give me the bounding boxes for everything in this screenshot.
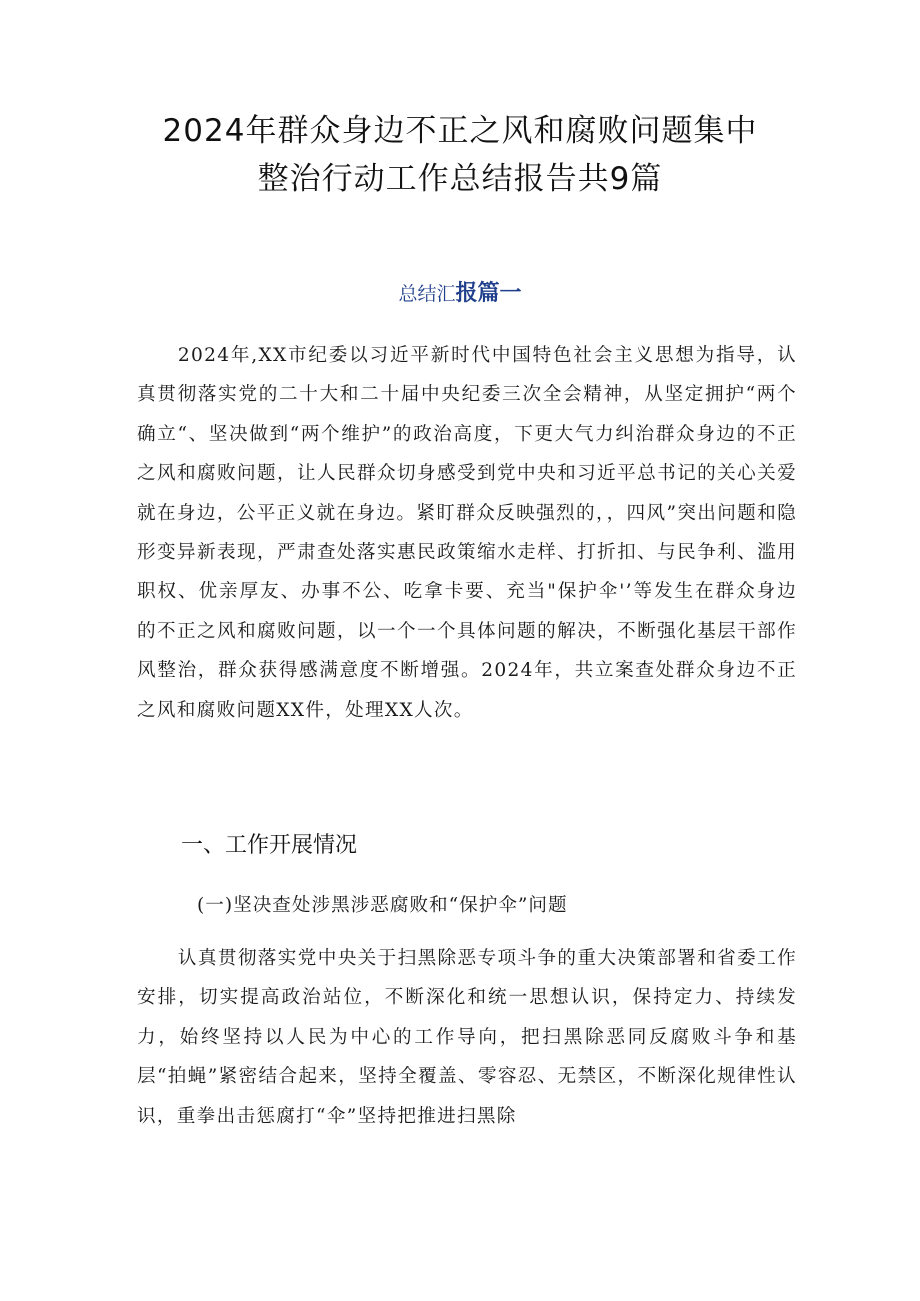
section-subtitle [300,283,620,305]
subtitle-prefix: 总结汇 [398,283,456,305]
document-title-line-1: 2024年群众身边不正之风和腐败问题集中 [162,113,758,149]
document-title-line-2: 整治行动工作总结报告共9篇 [257,161,663,197]
body-paragraph: 认真贯彻落实党中央关于扫黑除恶专项斗争的重大决策部署和省委工作安排，切实提高政治站位，不断深化和统一思想认识，保持定力、持续发力，始终坚持以人民为中心的工作导向，把扫黑除恶同反腐败斗争和基层“拍蝇”紧密结合起来，坚持全覆盖、零容忍、无禁区，不断深化规律性认识，重拳出击惩腐打“伞”坚持把推进扫黑除 [137,948,797,1127]
subsection-heading: (一)坚决查处涉黑涉恶腐败和“保护伞”问题 [197,895,568,916]
intro-paragraph: 2024年,XX市纪委以习近平新时代中国特色社会主义思想为指导，认真贯彻落实党的二十大和二十届中央纪委三次全会精神，从坚定拥护“两个确立“、坚决做到“两个维护”的政治高度，下更大气力纠治群众身边的不正之风和腐败问题，让人民群众切身感受到党中央和习近平总书记的关心关爱就在身边，公平正义就在身边。紧盯群众反映强烈的，，四风”突出问题和隐形变异新表现，严肃查处落实惠民政策缩水走样、打折扣、与民争利、滥用职权、优亲厚友、办事不公、吃拿卡要、充当"保护伞'’等发生在群众身边的不正之风和腐败问题，以一个一个具体问题的解决，不断强化基层干部作风整治，群众获得感满意度不断增强。2024年，共立案查处群众身边不正之风和腐败问题XX件，处理XX人次。 [137,345,797,721]
subtitle-emphasis: 报篇一 [455,281,522,306]
section-heading: 一、工作开展情况 [181,833,358,858]
